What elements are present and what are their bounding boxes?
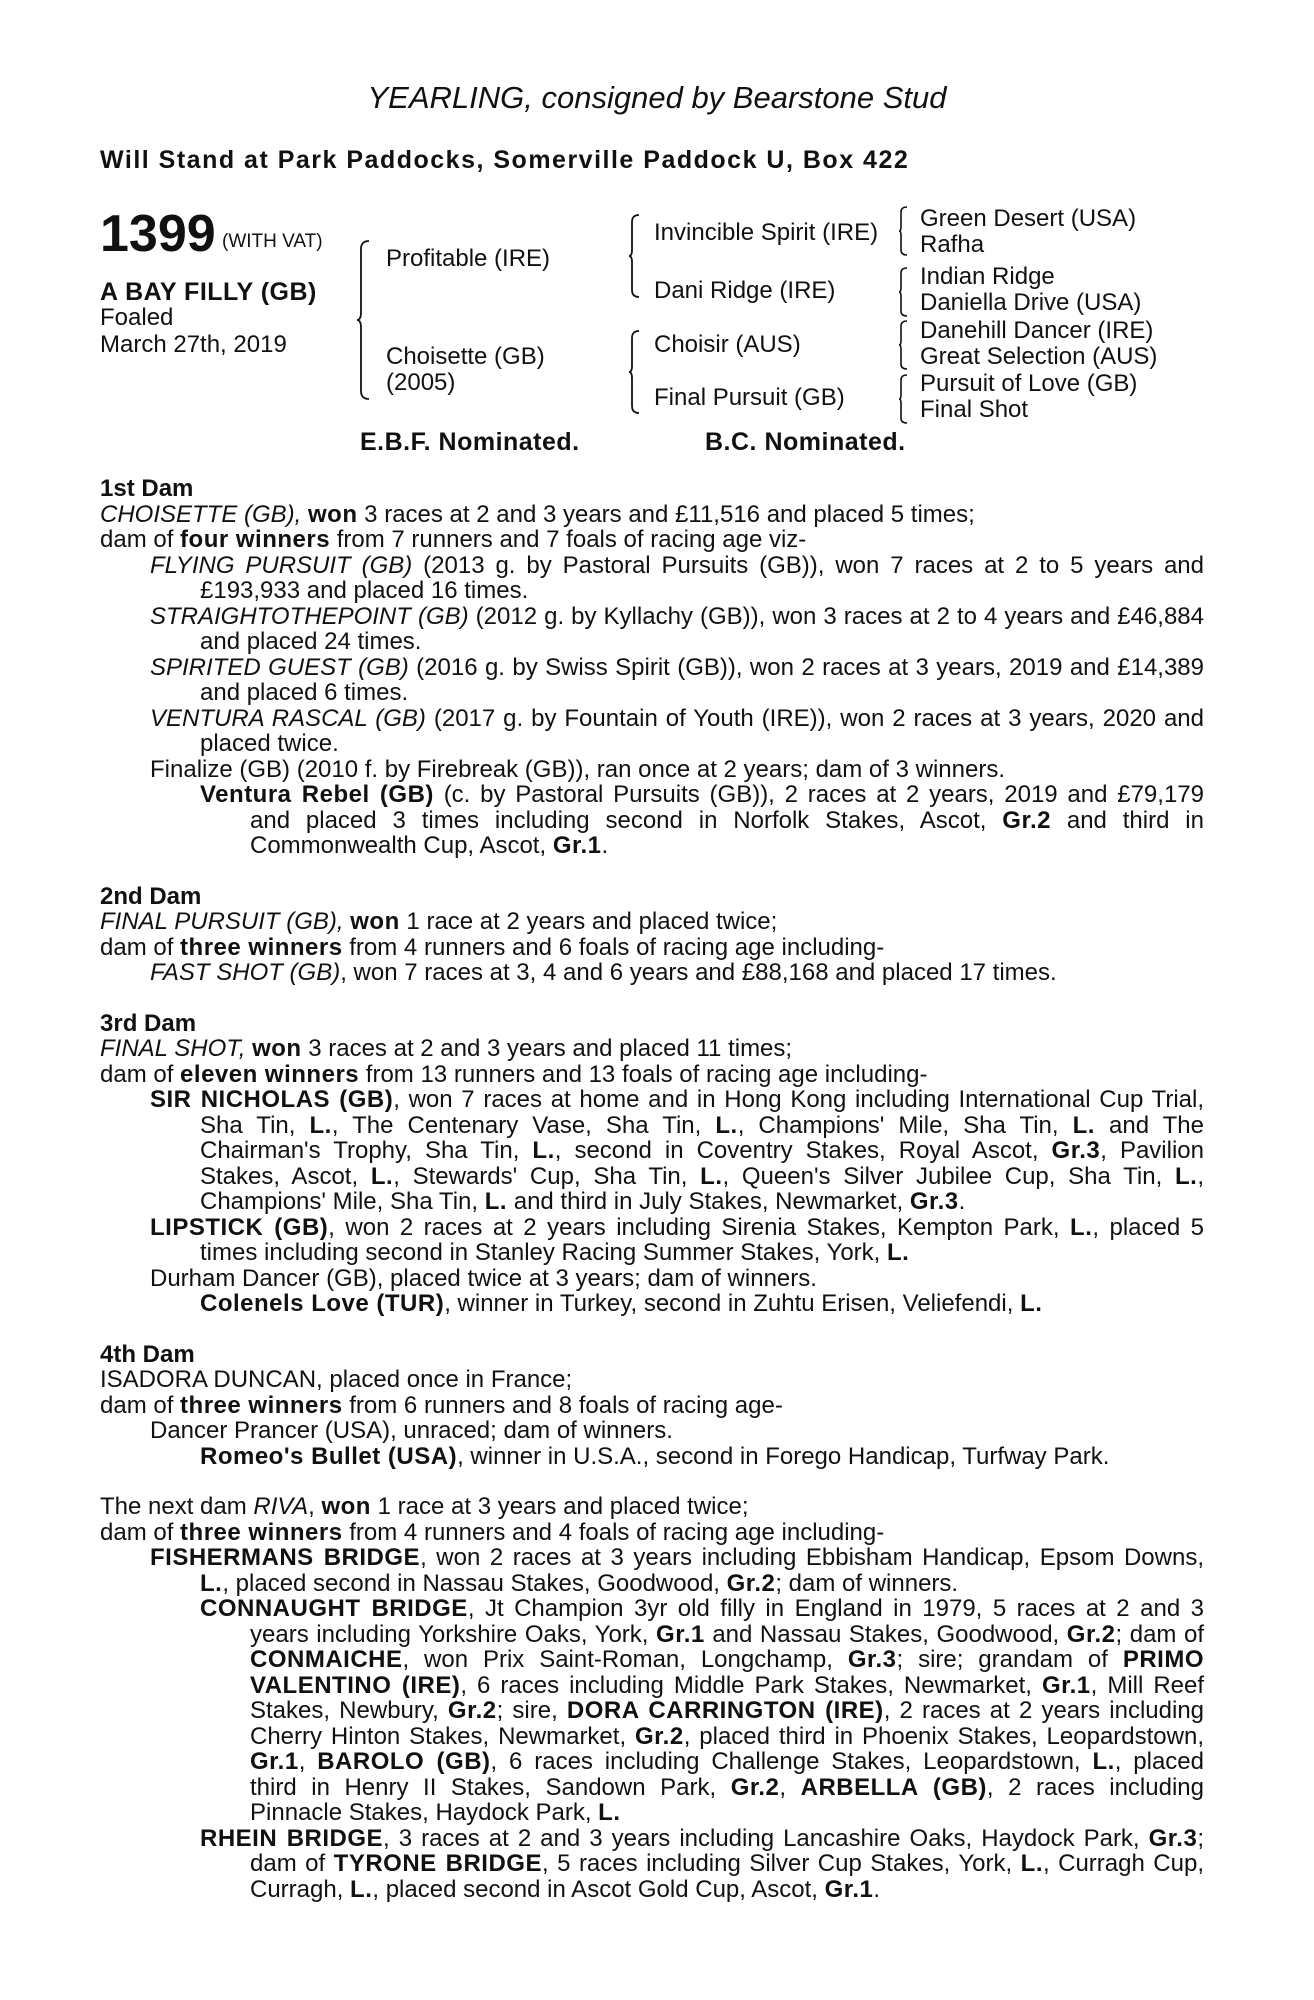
dam-record: CHOISETTE (GB), won 3 races at 2 and 3 years and £11,516 and placed 5 times; bbox=[100, 500, 975, 528]
second-dam-section bbox=[100, 884, 1204, 986]
stand-location: Will Stand at Park Paddocks, Somerville Paddock U, Box 422 bbox=[100, 146, 910, 174]
sire-dam-name: Dani Ridge (IRE) bbox=[654, 277, 836, 304]
section-heading: 4th Dam bbox=[100, 1340, 195, 1368]
grandparent-3: Indian Ridge bbox=[920, 263, 1055, 290]
produce-entry: LIPSTICK (GB), won 2 races at 2 years including Sirenia Stakes, Kempton Park, L., placed 5 times including second in Stanley Racing Summer Stakes, York, L. bbox=[150, 1213, 1204, 1266]
grandproduce-entry: Ventura Rebel (GB) (c. by Pastoral Pursuits (GB)), 2 races at 2 years, 2019 and £79,179 and placed 3 times including second in Norfolk Stakes, Ascot, Gr.2 and third in Commonwealth Cup, Ascot, Gr.1. bbox=[200, 781, 1204, 859]
first-dam-section bbox=[100, 476, 1204, 859]
produce-entry: Finalize (GB) (2010 f. by Firebreak (GB)), ran once at 2 years; dam of 3 winners. bbox=[150, 755, 1005, 783]
pedigree-bracket-sire bbox=[628, 214, 640, 298]
third-dam-section bbox=[100, 1011, 1204, 1317]
catalogue-body bbox=[100, 476, 1204, 1902]
section-heading: 1st Dam bbox=[100, 475, 194, 502]
dam-dam-name: Final Pursuit (GB) bbox=[654, 384, 845, 411]
sire-sire-name: Invincible Spirit (IRE) bbox=[654, 219, 879, 246]
grandparent-6: Great Selection (AUS) bbox=[920, 343, 1158, 370]
dam-record: The next dam RIVA, won 1 race at 3 years and placed twice; bbox=[100, 1493, 749, 1520]
grandparent-5: Danehill Dancer (IRE) bbox=[920, 317, 1154, 344]
dam-produce-summary: dam of eleven winners from 13 runners and 13 foals of racing age including- bbox=[100, 1060, 928, 1088]
produce-entry: FISHERMANS BRIDGE, won 2 races at 3 years including Ebbisham Handicap, Epsom Downs, L., placed second in Nassau Stakes, Goodwood, Gr.2; dam of winners. bbox=[150, 1544, 1204, 1597]
ebf-nominated: E.B.F. Nominated. bbox=[360, 428, 580, 456]
foaled-label: Foaled bbox=[100, 304, 174, 331]
grandproduce-entry: RHEIN BRIDGE, 3 races at 2 and 3 years including Lancashire Oaks, Haydock Park, Gr.3; dam of TYRONE BRIDGE, 5 races including Silver Cup Stakes, York, L., Curragh Cup, Curragh, L., placed second in Ascot Gold Cup, Ascot, Gr.1. bbox=[200, 1824, 1204, 1903]
grandproduce-entry: CONNAUGHT BRIDGE, Jt Champion 3yr old filly in England in 1979, 5 races at 2 and 3 years including Yorkshire Oaks, York, Gr.1 and Nassau Stakes, Goodwood, Gr.2; dam of CONMAICHE, won Prix Saint-Roman, Longchamp, Gr.3; sire; grandam of PRIMO VALENTINO (IRE), 6 races including Middle Park Stakes, Newmarket, Gr.1, Mill Reef Stakes, Newbury, Gr.2; sire, DORA CARRINGTON (IRE), 2 races at 2 years including Cherry Hinton Stakes, Newmarket, Gr.2, placed third in Phoenix Stakes, Leopardstown, Gr.1, BAROLO (GB), 6 races including Challenge Stakes, Leopardstown, L., placed third in Henry II Stakes, Sandown Park, Gr.2, ARBELLA (GB), 2 races including Pinnacle Stakes, Haydock Park, L. bbox=[200, 1595, 1205, 1826]
produce-entry: SIR NICHOLAS (GB), won 7 races at home and in Hong Kong including International Cup Trial, Sha Tin, L., The Centenary Vase, Sha Tin, L., Champions' Mile, Sha Tin, L. and The Chairman's Trophy, Sha Tin, L., second in Coventry Stakes, Royal Ascot, Gr.3, Pavilion Stakes, Ascot, L., Stewards' Cup, Sha Tin, L., Queen's Silver Jubilee Cup, Sha Tin, L., Champions' Mile, Sha Tin, L. and third in July Stakes, Newmarket, Gr.3. bbox=[150, 1086, 1205, 1215]
foaled-date: March 27th, 2019 bbox=[100, 331, 287, 358]
pedigree-bracket-g1 bbox=[898, 206, 908, 256]
consignment-line: YEARLING, consigned by Bearstone Stud bbox=[367, 80, 947, 115]
pedigree-bracket-main bbox=[356, 240, 370, 400]
dam-sire-name: Choisir (AUS) bbox=[654, 331, 801, 358]
dam-produce-summary: dam of three winners from 4 runners and 4 foals of racing age including- bbox=[100, 1518, 885, 1546]
sire-name: Profitable (IRE) bbox=[386, 245, 551, 272]
pedigree-bracket-dam bbox=[628, 330, 640, 414]
grandparent-4: Daniella Drive (USA) bbox=[920, 289, 1142, 316]
fourth-dam-section bbox=[100, 1342, 1204, 1470]
dam-record: ISADORA DUNCAN, placed once in France; bbox=[100, 1366, 573, 1393]
dam-name: Choisette (GB) bbox=[386, 343, 545, 370]
pedigree-bracket-g3 bbox=[898, 320, 908, 370]
grandparent-8: Final Shot bbox=[920, 396, 1029, 423]
grandparent-1: Green Desert (USA) bbox=[920, 205, 1137, 232]
dam-record: FINAL PURSUIT (GB), won 1 race at 2 years and placed twice; bbox=[100, 908, 778, 935]
vat-note: (WITH VAT) bbox=[222, 231, 323, 252]
produce-entry: STRAIGHTOTHEPOINT (GB) (2012 g. by Kyllachy (GB)), won 3 races at 2 to 4 years and £46,884 and placed 24 times. bbox=[150, 602, 1205, 655]
produce-entry: Dancer Prancer (USA), unraced; dam of winners. bbox=[150, 1417, 673, 1444]
pedigree-bracket-g2 bbox=[898, 267, 908, 317]
produce-entry: SPIRITED GUEST (GB) (2016 g. by Swiss Spirit (GB)), won 2 races at 3 years, 2019 and £14,389 and placed 6 times. bbox=[150, 653, 1204, 706]
grandparent-7: Pursuit of Love (GB) bbox=[920, 370, 1138, 397]
grandproduce-entry: Romeo's Bullet (USA), winner in U.S.A., second in Forego Handicap, Turfway Park. bbox=[200, 1442, 1110, 1470]
grandproduce-entry: Colenels Love (TUR), winner in Turkey, second in Zuhtu Erisen, Veliefendi, L. bbox=[200, 1290, 1043, 1317]
lot-number: 1399 bbox=[100, 205, 216, 263]
dam-produce-summary: dam of three winners from 4 runners and 6 foals of racing age including- bbox=[100, 933, 885, 961]
grandparent-2: Rafha bbox=[920, 231, 985, 258]
bc-nominated: B.C. Nominated. bbox=[705, 428, 906, 456]
produce-entry: VENTURA RASCAL (GB) (2017 g. by Fountain of Youth (IRE)), won 2 races at 3 years, 2020 and placed twice. bbox=[150, 704, 1204, 757]
produce-entry: FLYING PURSUIT (GB) (2013 g. by Pastoral Pursuits (GB)), won 7 races at 2 to 5 years and £193,933 and placed 16 times. bbox=[150, 551, 1205, 604]
section-heading: 2nd Dam bbox=[100, 882, 202, 910]
dam-record: FINAL SHOT, won 3 races at 2 and 3 years and placed 11 times; bbox=[100, 1035, 793, 1062]
horse-description: A BAY FILLY (GB) bbox=[100, 278, 317, 306]
produce-entry: Durham Dancer (GB), placed twice at 3 years; dam of winners. bbox=[150, 1264, 817, 1292]
dam-produce-summary: dam of four winners from 7 runners and 7 foals of racing age viz- bbox=[100, 526, 807, 553]
foaled-info bbox=[100, 304, 287, 358]
dam-year: (2005) bbox=[386, 369, 456, 396]
produce-entry: FAST SHOT (GB), won 7 races at 3, 4 and 6 years and £88,168 and placed 17 times. bbox=[150, 959, 1057, 986]
section-heading: 3rd Dam bbox=[100, 1009, 197, 1037]
next-dam-section bbox=[100, 1494, 1204, 1902]
pedigree-bracket-g4 bbox=[898, 374, 908, 424]
dam-produce-summary: dam of three winners from 6 runners and 8 foals of racing age- bbox=[100, 1391, 783, 1419]
